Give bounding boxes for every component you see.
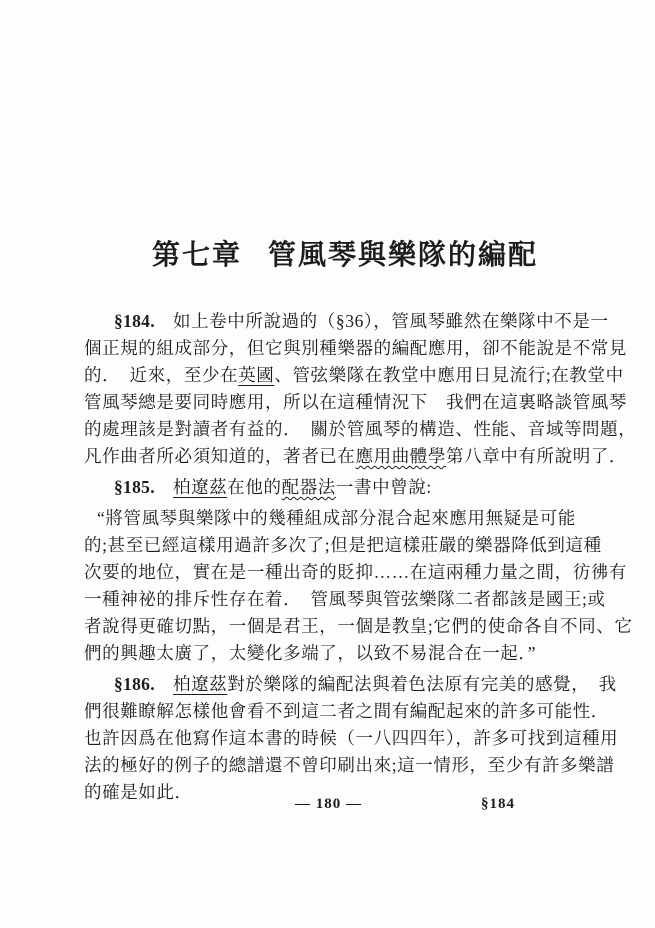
book-title-wavy: 應用曲體學 [355,446,446,466]
text-segment: 的;甚至已經這樣用過許多次了;但是把這樣莊嚴的樂器降低到這種 [84,535,602,555]
text-segment: 在他的 [227,477,282,497]
text-segment: “將管風琴與樂隊中的幾種組成部分混合起來應用無疑是可能 [97,508,576,528]
text-segment: 個正規的組成部分，但它與別種樂器的編配應用，卻不能說是不常見 [84,338,627,358]
proper-noun-underline: 柏遼茲 [172,674,228,694]
section-reference: §184 [481,796,515,812]
text-segment: 者說得更確切點，一個是君王，一個是教皇;它們的使命各自不同、它 [84,616,633,636]
section-number: §185. [114,477,155,497]
text-line [84,308,609,335]
text-line [84,559,627,586]
text-line [84,505,576,532]
text-segment: 次要的地位，實在是一種出奇的貶抑……在這兩種力量之間，彷彿有 [84,562,627,582]
text-segment: 也許因爲在他寫作這本書的時候（一八四四年），許多可找到這種用 [84,728,619,748]
text-segment [155,674,173,694]
text-segment: 的． 近來，至少在 [84,365,239,385]
chapter-title-text: 管風琴與樂隊的編配 [268,240,539,271]
section-number: §184. [114,311,155,331]
text-line [84,698,609,725]
text-line [84,443,627,470]
text-line [84,671,617,698]
text-line [84,416,637,443]
book-title-wavy: 配器法 [281,477,336,497]
text-line [84,389,627,416]
chapter-label: 第七章 [152,240,243,271]
text-line [84,613,633,640]
page-footer [84,796,573,818]
text-line [84,640,573,667]
text-segment: 的處理該是對讀者有益的． 關於管風琴的構造、性能、音域等問題， [84,419,637,439]
text-segment: 第八章中有所說明了． [446,446,627,466]
paragraph-184 [84,308,637,470]
text-segment: 管風琴總是要同時應用，所以在這種情況下 我們在這裏略談管風琴 [84,392,627,412]
text-segment: 一種神祕的排斥性存在着． 管風琴與管弦樂隊二者都該是國王;或 [84,589,606,609]
page-number: — 180 — [295,796,362,812]
text-segment [155,477,173,497]
text-line [84,335,627,362]
text-segment: 對於樂隊的編配法與着色法原有完美的感覺， 我 [227,674,617,694]
section-number: §186. [114,674,155,694]
text-block [84,238,637,806]
paragraph-186 [84,671,619,806]
text-segment: 的確是如此． [84,782,193,802]
proper-noun-underline: 柏遼茲 [172,477,228,497]
text-line [84,586,606,613]
text-segment: 一書中曾說: [335,477,432,497]
text-segment: 、管弦樂隊在教堂中應用日見流行;在教堂中 [274,365,624,385]
paragraph-185-quote [84,505,633,667]
text-segment: 們的興趣太廣了，太變化多端了，以致不易混合在一起．” [84,643,537,663]
text-line [84,532,602,559]
body-text [84,308,637,806]
paragraph-185 [84,474,573,501]
chapter-title [152,238,573,274]
text-segment: 如上卷中所說過的（§36），管風琴雖然在樂隊中不是一 [154,311,609,331]
text-line [84,474,573,501]
text-segment: 們很難瞭解怎樣他會看不到這二者之間有編配起來的許多可能性． [84,701,609,721]
proper-noun-underline: 英國 [238,365,275,385]
text-segment: 凡作曲者所必須知道的，著者已在 [84,446,356,466]
text-segment: 法的極好的例子的總譜還不曾印刷出來;這一情形，至少有許多樂譜 [84,755,615,775]
text-line [84,752,615,779]
text-line [84,362,624,389]
text-line [84,725,619,752]
